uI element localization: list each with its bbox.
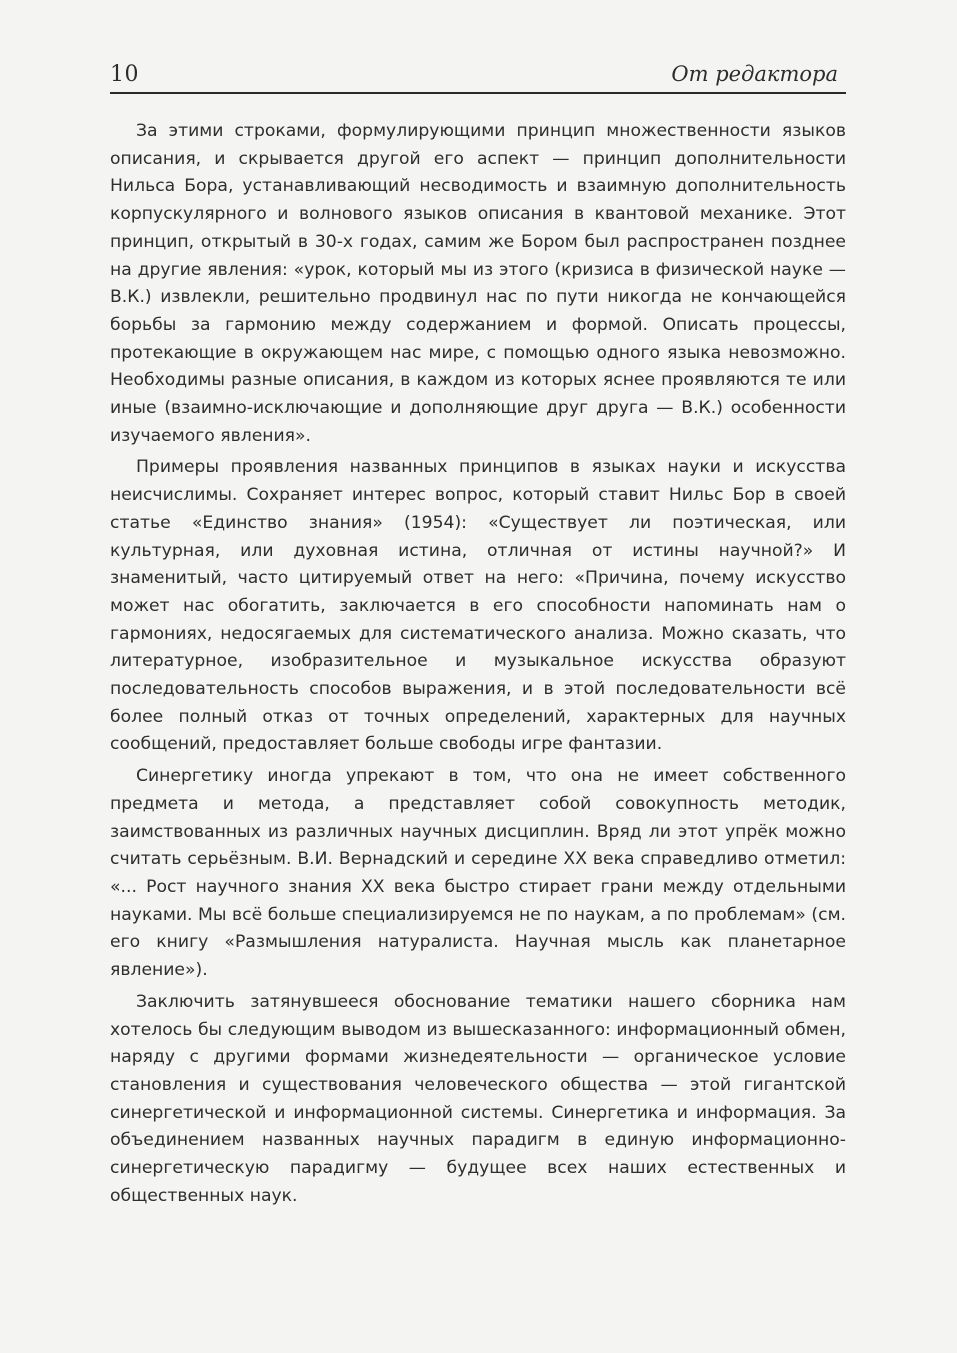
running-title: От редактора xyxy=(671,62,838,86)
page-number: 10 xyxy=(110,62,139,87)
page-header xyxy=(110,58,846,94)
paragraph-2: Примеры проявления названных принципов в языках науки и искусства неисчислимы. Сохраняет интерес вопрос, который ставит Нильс Бор в своей статье «Единство знания» (1954): «Существует ли поэтическая, или культурная, или духовная истина, отличная от истины научной?» И знаменитый, часто цитируемый ответ на него: «Причина, почему искусство может нас обогатить, заключается в его способности напоминать нам о гармониях, недосягаемых для систематического анализа. Можно сказать, что литературное, изобразительное и музыкальное искусства образуют последовательность способов выражения, и в этой последовательности всё более полный отказ от точных определений, характерных для научных сообщений, предоставляет больше свободы игре фантазии. xyxy=(110,457,846,755)
paragraph-1: За этими строками, формулирующими принцип множественности языков описания, и скрывается другой его аспект — принцип дополнительности Нильса Бора, устанавливающий несводимость и взаимную дополнительность корпускулярного и волнового языков описания в квантовой механике. Этот принцип, открытый в 30-х годах, самим же Бором был распространен позднее на другие явления: «урок, который мы из этого (кризиса в физической науке — В.К.) извлекли, решительно продвинул нас по пути никогда не кончающейся борьбы за гармонию между содержанием и формой. Описать процессы, протекающие в окружающем нас мире, с помощью одного языка невозможно. Необходимы разные описания, в каждом из которых яснее проявляются те или иные (взаимно-исключающие и дополняющие друг друга — В.К.) особенности изучаемого явления». xyxy=(110,121,846,446)
body-text xyxy=(110,118,846,1214)
paragraph-3: Синергетику иногда упрекают в том, что она не имеет собственного предмета и метода, а представляет собой совокупность методик, заимствованных из различных научных дисциплин. Вряд ли этот упрёк можно считать серьёзным. В.И. Вернадский и середине XX века справедливо отметил: «... Рост научного знания XX века быстро стирает грани между отдельными науками. Мы всё больше специализируемся не по наукам, а по проблемам» (см. его книгу «Размышления натуралиста. Научная мысль как планетарное явление»). xyxy=(110,766,846,981)
paragraph-4: Заключить затянувшееся обоснование тематики нашего сборника нам хотелось бы следующим выводом из вышесказанного: информационный обмен, наряду с другими формами жизнедеятельности — органическое условие становления и существования человеческого общества — этой гигантской синергетической и информационной системы. Синергетика и информация. За объединением названных научных парадигм в единую информационно-синергетическую парадигму — будущее всех наших естественных и общественных наук. xyxy=(110,991,846,1206)
